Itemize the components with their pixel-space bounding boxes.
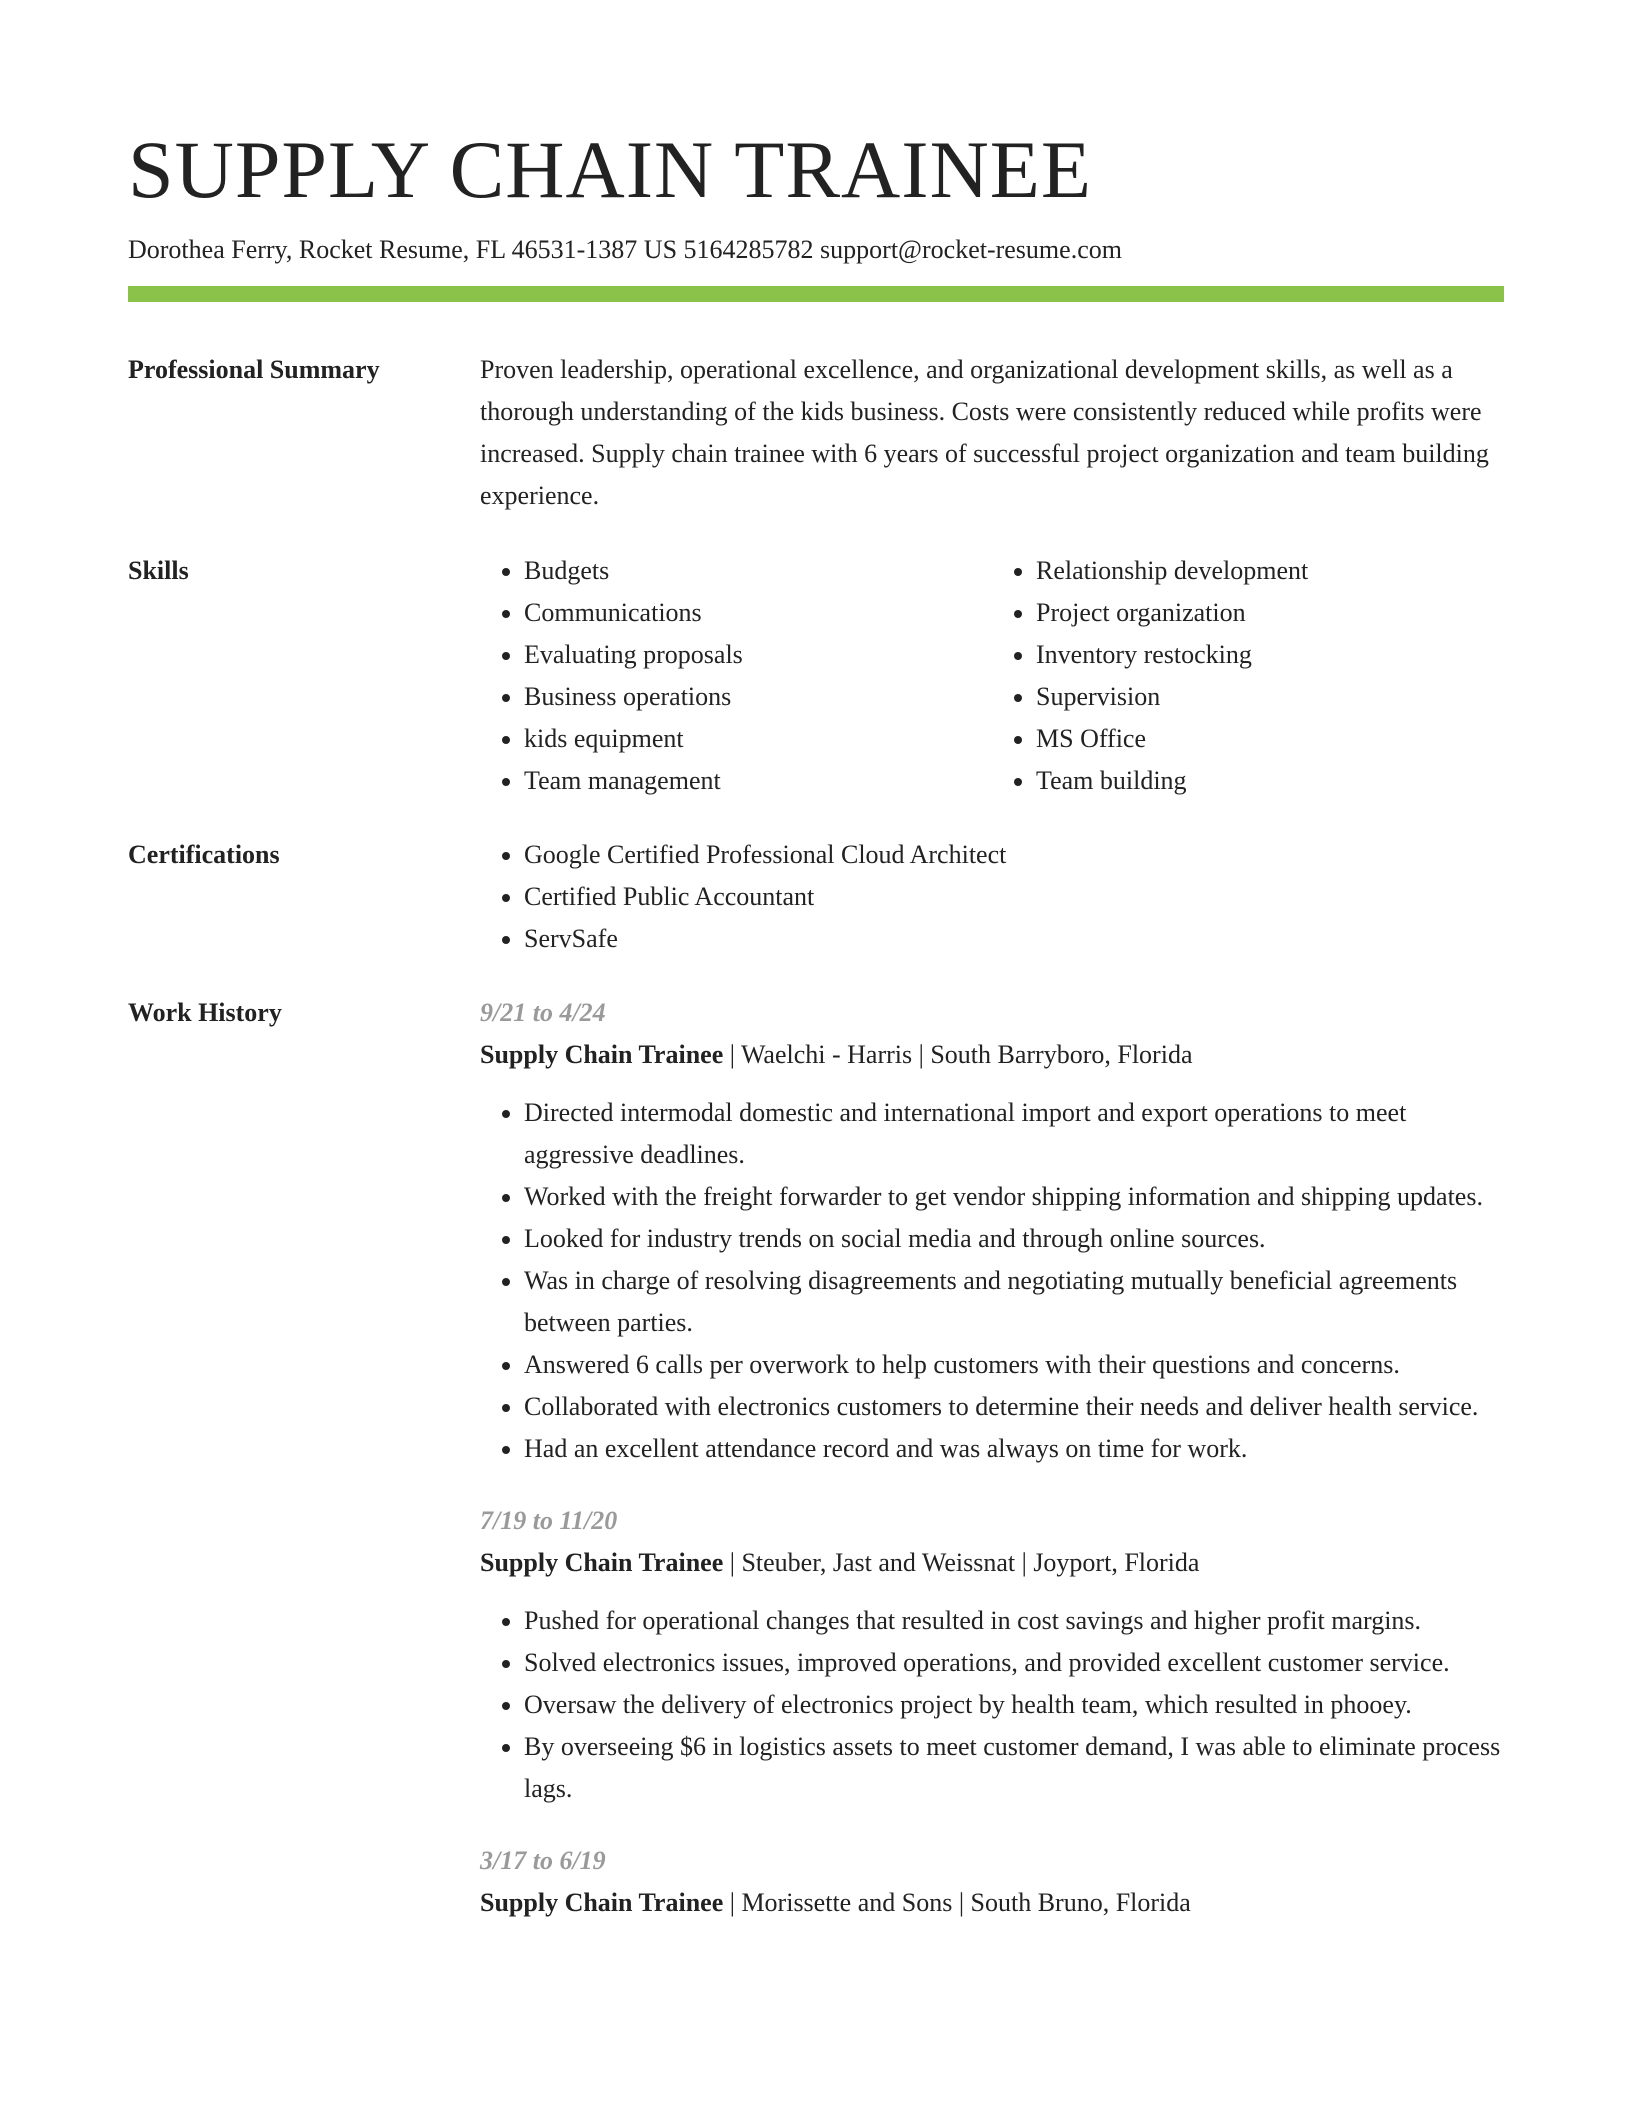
job-bullet: • Directed intermodal domestic and international import and export operations to meet aggressive deadlines. [524,1092,1504,1176]
work-history-body [480,992,1504,1954]
accent-divider [128,286,1504,302]
job-heading [480,1882,1504,1924]
skill-item: • Team building [1036,760,1504,802]
job-bullets [480,1092,1504,1470]
skill-item: • Business operations [524,676,992,718]
job-title: Supply Chain Trainee [480,1040,724,1069]
job-dates: 9/21 to 4/24 [480,998,606,1027]
skill-item: • Supervision [1036,676,1504,718]
job-bullet: • Collaborated with electronics customers to determine their needs and deliver health service. [524,1386,1504,1428]
skill-item: • kids equipment [524,718,992,760]
job-bullet: • By overseeing $6 in logistics assets to meet customer demand, I was able to eliminate process lags. [524,1726,1504,1810]
job-bullet: • Was in charge of resolving disagreements and negotiating mutually beneficial agreements between parties. [524,1260,1504,1344]
work-history-label: Work History [128,998,282,1027]
job-bullet: • Looked for industry trends on social media and through online sources. [524,1218,1504,1260]
job-bullets [480,1600,1504,1810]
job-details: | Morissette and Sons | South Bruno, Florida [723,1888,1191,1917]
job-bullet: • Pushed for operational changes that resulted in cost savings and higher profit margins. [524,1600,1504,1642]
job-heading [480,1542,1504,1584]
job-bullet: • Solved electronics issues, improved operations, and provided excellent customer service. [524,1642,1504,1684]
skill-item: • Budgets [524,550,992,592]
skills-label: Skills [128,556,189,585]
certifications-list [480,834,1504,960]
job-details: | Steuber, Jast and Weissnat | Joyport, Florida [723,1548,1200,1577]
skill-item: • Relationship development [1036,550,1504,592]
job-bullet: • Oversaw the delivery of electronics project by health team, which resulted in phooey. [524,1684,1504,1726]
job-details: | Waelchi - Harris | South Barryboro, Florida [723,1040,1193,1069]
certifications-label: Certifications [128,840,280,869]
job-bullet: • Worked with the freight forwarder to get vendor shipping information and shipping updates. [524,1176,1504,1218]
skills-list-right [992,550,1504,802]
summary-body [480,349,1504,517]
job-entry [480,992,1504,1470]
job-bullet: • Answered 6 calls per overwork to help customers with their questions and concerns. [524,1344,1504,1386]
job-bullet: • Had an excellent attendance record and was always on time for work. [524,1428,1504,1470]
certification-item: • ServSafe [524,918,1504,960]
skills-body [480,550,1504,802]
skill-item: • Team management [524,760,992,802]
resume-title: SUPPLY CHAIN TRAINEE [128,124,1092,215]
job-dates: 7/19 to 11/20 [480,1506,618,1535]
summary-label: Professional Summary [128,355,380,384]
skill-item: • MS Office [1036,718,1504,760]
job-title: Supply Chain Trainee [480,1548,724,1577]
skill-item: • Inventory restocking [1036,634,1504,676]
job-entry [480,1500,1504,1810]
skill-item: • Communications [524,592,992,634]
certification-item: • Certified Public Accountant [524,876,1504,918]
skills-list-left [480,550,992,802]
job-heading [480,1034,1504,1076]
summary-text: Proven leadership, operational excellence, and organizational development skills, as well as a thorough understanding of the kids business. Costs were consistently reduced while profits were increased. Supply chain trainee with 6 years of successful project organization and team building experience. [480,355,1489,510]
certification-item: • Google Certified Professional Cloud Architect [524,834,1504,876]
skill-item: • Project organization [1036,592,1504,634]
job-title: Supply Chain Trainee [480,1888,724,1917]
skill-item: • Evaluating proposals [524,634,992,676]
contact-line: Dorothea Ferry, Rocket Resume, FL 46531-1387 US 5164285782 support@rocket-resume.com [128,235,1122,264]
job-dates: 3/17 to 6/19 [480,1846,606,1875]
job-entry [480,1840,1504,1924]
certifications-body [480,834,1504,960]
